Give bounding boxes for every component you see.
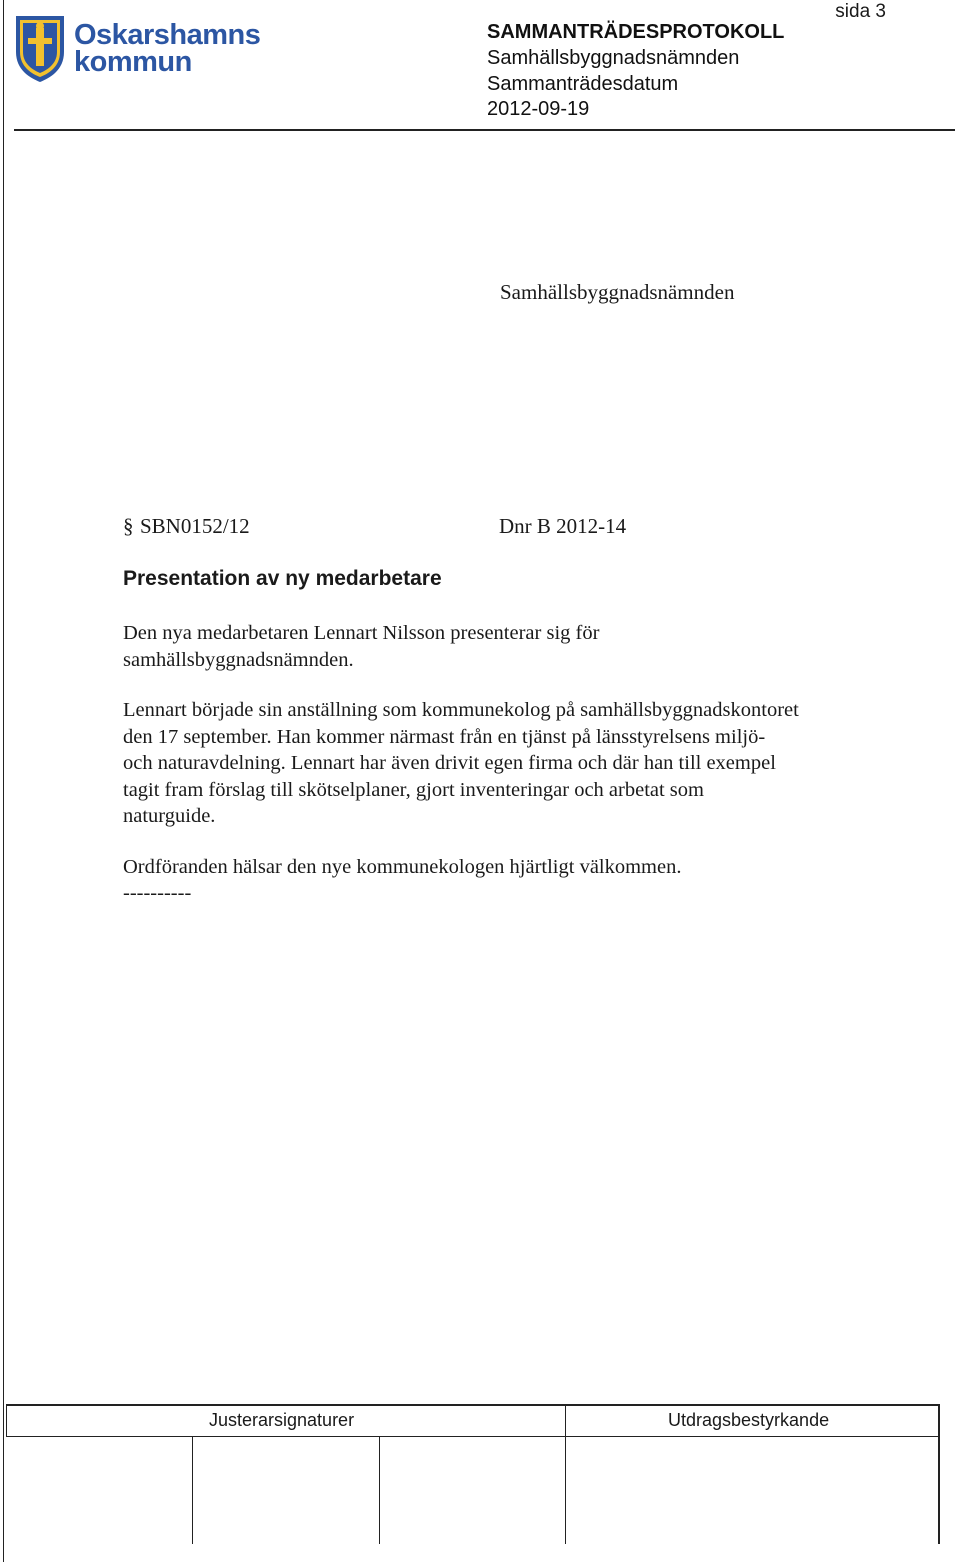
table-border-left — [6, 1404, 7, 1436]
item-heading: Presentation av ny medarbetare — [123, 567, 442, 590]
signature-box-divider — [192, 1436, 193, 1544]
meeting-date-label: Sammanträdesdatum — [487, 73, 679, 95]
text-line: och naturavdelning. Lennart har även drivit egen firma och där han till exempel — [123, 752, 776, 774]
case-number: SBN0152/12 — [140, 514, 250, 538]
text-line: samhällsbyggnadsnämnden. — [123, 648, 354, 671]
text-line: naturguide. — [123, 805, 216, 827]
page-left-border — [3, 0, 4, 1562]
paragraph-1 — [123, 620, 883, 673]
text-line: Ordföranden hälsar den nye kommunekologen hjärtligt välkommen. — [123, 856, 682, 878]
paragraph-2 — [123, 697, 883, 830]
text-line: Den nya medarbetaren Lennart Nilsson presenterar sig för — [123, 622, 600, 644]
utdrag-label: Utdragsbestyrkande — [668, 1410, 830, 1430]
table-border-right — [938, 1404, 940, 1544]
coat-of-arms-icon — [14, 12, 66, 84]
signature-box-divider — [379, 1436, 380, 1544]
text-line: tagit fram förslag till skötselplaner, gjort inventeringar och arbetat som — [123, 778, 704, 801]
meeting-date: 2012-09-19 — [487, 98, 590, 120]
table-header-divider — [6, 1436, 940, 1437]
paragraph-reference — [123, 514, 823, 540]
page-number: sida 3 — [835, 1, 886, 22]
section-separator: ---------- — [123, 882, 192, 904]
header-committee: Samhällsbyggnadsnämnden — [487, 47, 740, 69]
header-divider — [14, 129, 955, 131]
registration-number: Dnr B 2012-14 — [499, 514, 627, 538]
paragraph-sign: § — [123, 514, 134, 538]
municipality-logo — [14, 12, 264, 88]
protocol-title: SAMMANTRÄDESPROTOKOLL — [487, 21, 785, 43]
logo-text: Oskarshamns kommun — [74, 19, 261, 78]
committee-name: Samhällsbyggnadsnämnden — [500, 280, 735, 304]
signature-table — [6, 1404, 940, 1544]
text-line: Lennart började sin anställning som kommunekolog på samhällsbyggnadskontoret — [123, 699, 799, 721]
text-line: den 17 september. Han kommer närmast från en tjänst på länsstyrelsens miljö- — [123, 725, 766, 748]
table-column-divider — [565, 1404, 566, 1544]
justerare-label: Justerarsignaturer — [209, 1410, 355, 1430]
table-border-top — [6, 1404, 940, 1406]
paragraph-3 — [123, 854, 883, 881]
